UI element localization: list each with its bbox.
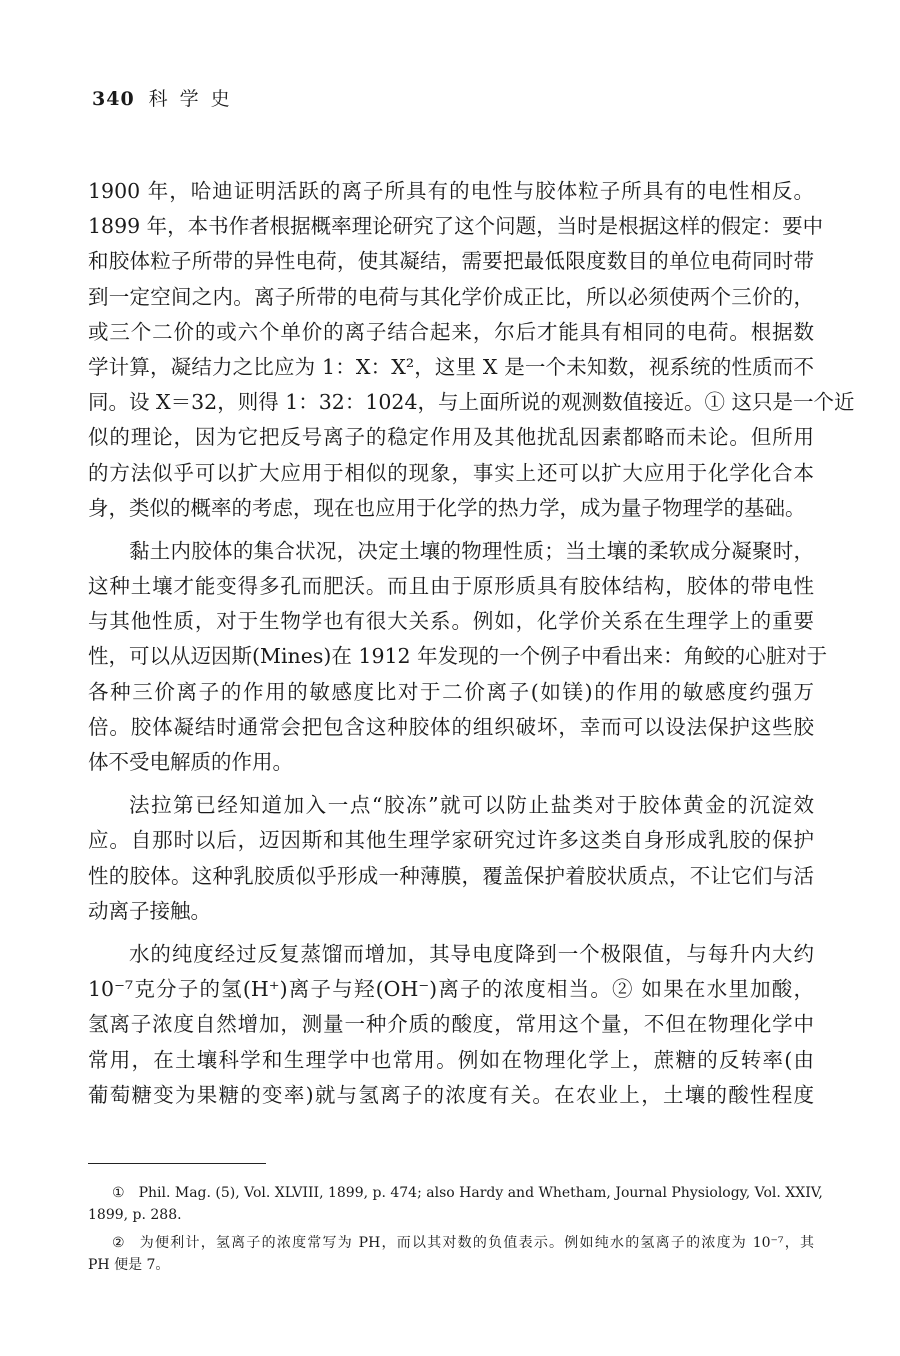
footnote-line: PH 便是 7。 (88, 1257, 170, 1273)
footnotes (88, 1182, 823, 1282)
running-title: 科学史 (148, 88, 242, 110)
footnote-marker: ① (112, 1185, 125, 1201)
footnote-line (88, 1182, 823, 1204)
text-line: 性，可以从迈因斯(Mines)在 1912 年发现的一个例子中看出来：角鲛的心脏对于 (88, 644, 828, 669)
text-line: 动离子接触。 (88, 898, 211, 923)
text-line: 同。设 X＝32，则得 1：32：1024，与上面所说的观测数值接近。① 这只是一个近 (88, 390, 855, 415)
footnote-marker: ② (112, 1235, 126, 1251)
text-line: 似的理论，因为它把反号离子的稳定作用及其他扰乱因素都略而未论。但所用 (88, 425, 814, 450)
running-header (92, 84, 242, 111)
footnote-text: Phil. Mag. (5), Vol. XLVIII, 1899, p. 474; also Hardy and Whetham, Journal Physiology, Vol. XXIV, (138, 1185, 823, 1201)
paragraph (88, 534, 828, 780)
text-line: 身，类似的概率的考虑，现在也应用于化学的热力学，成为量子物理学的基础。 (88, 495, 806, 520)
text-line: 学计算，凝结力之比应为 1：X：X²，这里 X 是一个未知数，视系统的性质而不 (88, 354, 814, 379)
text-line: 与其他性质，对于生物学也有很大关系。例如，化学价关系在生理学上的重要 (88, 609, 814, 634)
text-line: 这种土壤才能变得多孔而肥沃。而且由于原形质具有胶体结构，胶体的带电性 (88, 574, 814, 599)
text-line: 和胶体粒子所带的异性电荷，使其凝结，需要把最低限度数目的单位电荷同时带 (88, 249, 814, 274)
footnote-text: 为便利计，氢离子的浓度常写为 PH，而以其对数的负值表示。例如纯水的氢离子的浓度为 10⁻⁷，其 (139, 1235, 814, 1251)
text-line: 法拉第已经知道加入一点“胶冻”就可以防止盐类对于胶体黄金的沉淀效 (129, 793, 814, 818)
text-line: 到一定空间之内。离子所带的电荷与其化学价成正比，所以必须使两个三价的， (88, 284, 814, 309)
footnote (88, 1232, 814, 1276)
text-line: 常用，在土壤科学和生理学中也常用。例如在物理化学上，蔗糖的反转率(由 (88, 1047, 814, 1072)
paragraph (88, 174, 855, 526)
footnote-line: 1899, p. 288. (88, 1207, 182, 1223)
text-line: 葡萄糖变为果糖的变率)就与氢离子的浓度有关。在农业上，土壤的酸性程度 (88, 1082, 814, 1107)
text-line: 黏土内胶体的集合状况，决定土壤的物理性质；当土壤的柔软成分凝聚时， (129, 538, 814, 563)
text-line: 1899 年，本书作者根据概率理论研究了这个问题，当时是根据这样的假定：要中 (88, 214, 824, 239)
main-text (88, 174, 855, 1121)
text-line: 的方法似乎可以扩大应用于相似的现象，事实上还可以扩大应用于化学化合本 (88, 460, 814, 485)
text-line: 体不受电解质的作用。 (88, 750, 293, 774)
text-line: 性的胶体。这种乳胶质似乎形成一种薄膜，覆盖保护着胶状质点，不让它们与活 (88, 863, 814, 888)
text-line: 各种三价离子的作用的敏感度比对于二价离子(如镁)的作用的敏感度约强万 (88, 679, 814, 704)
text-line: 应。自那时以后，迈因斯和其他生理学家研究过许多这类自身形成乳胶的保护 (88, 828, 814, 853)
text-line: 10⁻⁷克分子的氢(H⁺)离子与羟(OH⁻)离子的浓度相当。② 如果在水里加酸， (88, 977, 814, 1002)
footnote-line (88, 1232, 814, 1254)
text-line: 1900 年，哈迪证明活跃的离子所具有的电性与胶体粒子所具有的电性相反。 (88, 179, 814, 203)
text-line: 倍。胶体凝结时通常会把包含这种胶体的组织破坏，幸而可以设法保护这些胶 (88, 714, 814, 739)
text-line: 氢离子浓度自然增加，测量一种介质的酸度，常用这个量，不但在物理化学中 (88, 1012, 814, 1037)
page-number: 340 (92, 88, 135, 110)
text-line: 或三个二价的或六个单价的离子结合起来，尔后才能具有相同的电荷。根据数 (88, 319, 814, 344)
paragraph (88, 788, 814, 929)
footnote (88, 1182, 823, 1226)
paragraph (88, 937, 814, 1113)
text-line: 水的纯度经过反复蒸馏而增加，其导电度降到一个极限值，与每升内大约 (129, 941, 814, 966)
footnote-divider (88, 1163, 266, 1164)
